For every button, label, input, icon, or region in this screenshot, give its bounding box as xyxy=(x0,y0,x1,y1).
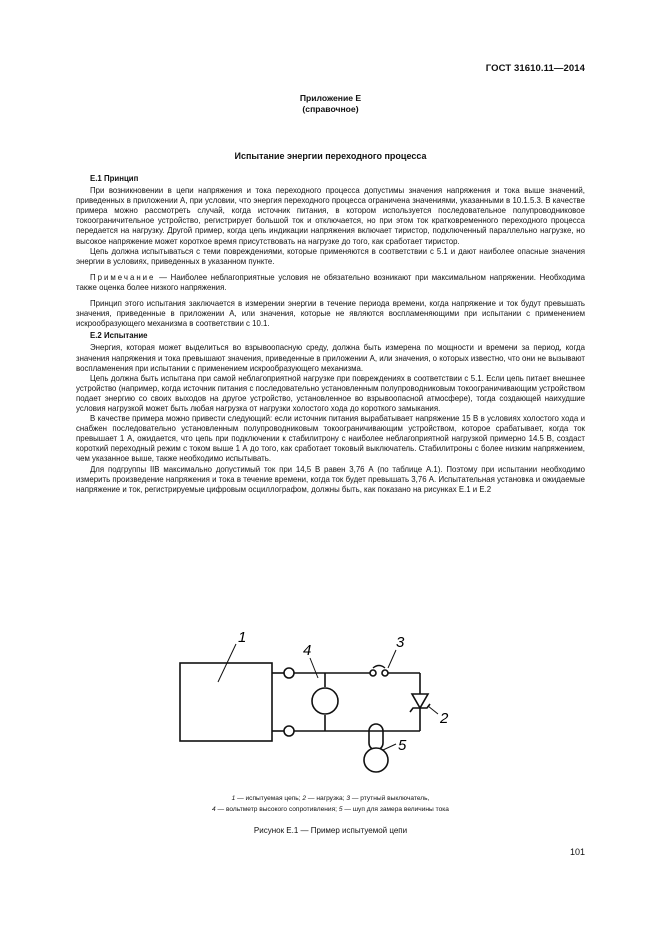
label-2: 2 xyxy=(440,710,449,727)
legend-num-2: 2 xyxy=(302,795,307,802)
standard-number: ГОСТ 31610.11—2014 xyxy=(485,63,585,74)
figure-title: Рисунок Е.1 — Пример испытуемой цепи xyxy=(253,826,408,835)
legend-num-1: 1 xyxy=(231,795,236,802)
label-4: 4 xyxy=(303,642,312,659)
e2-paragraph-1: Энергия, которая может выделиться во взрывоопасную среду, должна быть измерена по мощности и времени за период, когда значения напряжения и тока превышают значения, приведенные в приложении А, или значения, о которых известно, что они не вызывают воспламенения при испытании с применением искрообразующего механизма. xyxy=(76,343,585,373)
current-probe-clamp xyxy=(369,724,383,750)
e1-paragraph-1: При возникновении в цепи напряжения и тока переходного процесса допустимы значения напряжения и тока выше значений, приведенных в приложении А, при условии, что энергия переходного процесса ограничена значениями, указанными в 10.1.5.3. В качестве примера можно рассмотреть случай, когда источник питания, в котором используется последовательное полупроводниковое токоограничительное устройство, регистрирует большой ток и отключается, но при этом ток кратковременного переходного процесса передается на нагрузку. Другой пример, когда цепь индикации напряжения включает тиристор, подключенный параллельно нагрузке, но высокое напряжение может короткое время присутствовать на нагрузке до того, как сработает тиристор. xyxy=(76,186,585,246)
note-label: Примечание xyxy=(90,272,156,282)
appendix-subtitle: (справочное) xyxy=(302,104,359,114)
legend-text-5: — шуп для замера величины тока xyxy=(342,806,449,813)
body-text xyxy=(76,172,585,495)
legend-text-1: — испытуемая цепь; xyxy=(235,795,303,802)
voltmeter xyxy=(312,688,338,714)
terminal-top xyxy=(284,668,294,678)
e2-paragraph-4: Для подгруппы IIВ максимально допустимый ток при 14,5 В равен 3,76 А (по таблице А.1). Поэтому при испытании необходимо измерить произведение напряжения и тока в течение времени, когда ток будет превышать 3,76 А. Испытательная установка и ожидаемые напряжение и ток, регистрируемые цифровым осциллографом, должны быть, как показано на рисунках Е.1 и Е.2 xyxy=(76,464,585,494)
legend-num-4: 4 xyxy=(212,806,216,813)
e2-paragraph-3: В качестве примера можно привести следующий: если источник питания вырабатывает напряжение 15 В в условиях холостого хода и снабжен последовательно установленным полупроводниковым токоограничивающим устройством, которое срабатывает, когда ток превышает 1 А, ожидается, что цепь при подключении к стабилитрону с наиболее неблагоприятной нагрузкой примерно 14.5 В, создаст короткий переходный режим с током выше 1 А до того, как сработает токовый выключатель. Стабилитроны с более низким напряжением, чем указанное выше, также необходимо испытывать. xyxy=(76,414,585,464)
legend-text-2: — нагрузка; xyxy=(306,795,347,802)
e2-paragraph-2: Цепь должна быть испытана при самой неблагоприятной нагрузке при повреждениях в соответствии с 5.1. Если цепь питает внешнее устройство (например, когда источник питания с последовательно установленным полупроводниковым токоограничивающим устройством подает энергию со своих выходов на другое устройство, установленное во взрывоопасной атмосфере), тогда создающей наихудшие условия нагрузкой может быть любая нагрузка от нагрузки холостого хода до короткого замыкания. xyxy=(76,373,585,413)
page-number: 101 xyxy=(569,847,585,857)
e1-paragraph-3: Принцип этого испытания заключается в измерении энергии в течение периода времени, когда напряжение и ток будут превышать значения, приведенные в приложении А, или значения, которые не являются воспламеняющими при испытании с применением искрообразующего механизма в соответствии с 10.1. xyxy=(76,299,585,329)
mercury-switch-contact-left xyxy=(370,670,376,676)
tested-circuit-box xyxy=(180,663,272,741)
e1-paragraph-2: Цепь должна испытываться с теми повреждениями, которые применяются в соответствии с 5.1 и дают наиболее опасные значения энергии в условиях, приведенных в указанном пункте. xyxy=(76,246,585,266)
e1-heading: Е.1 Принцип xyxy=(90,174,139,183)
zener-load xyxy=(412,694,428,708)
label-1: 1 xyxy=(238,630,247,646)
circuit-diagram xyxy=(170,630,470,780)
label-3: 3 xyxy=(396,634,405,651)
mercury-switch-arc xyxy=(373,666,385,669)
appendix-title: Приложение Е xyxy=(299,93,362,103)
legend-num-3: 3 xyxy=(346,795,351,802)
e1-note xyxy=(76,273,585,293)
mercury-switch-contact-right xyxy=(382,670,388,676)
figure-legend-line-2 xyxy=(0,805,661,815)
terminal-bottom xyxy=(284,726,294,736)
legend-text-3: — ртутный выключатель, xyxy=(350,795,430,802)
e2-heading: Е.2 Испытание xyxy=(90,331,148,341)
note-text: — Наиболее неблагоприятные условия не обязательно возникают при максимальном напряжении. Необходима также оценка более низкого напряжения. xyxy=(76,272,585,292)
legend-text-4: — вольтметр высокого сопротивления; xyxy=(215,806,339,813)
section-title: Испытание энергии переходного процесса xyxy=(234,151,427,161)
figure-legend-line-1 xyxy=(0,794,661,804)
current-probe xyxy=(364,748,388,772)
label-5: 5 xyxy=(398,737,407,754)
legend-num-5: 5 xyxy=(338,806,343,813)
